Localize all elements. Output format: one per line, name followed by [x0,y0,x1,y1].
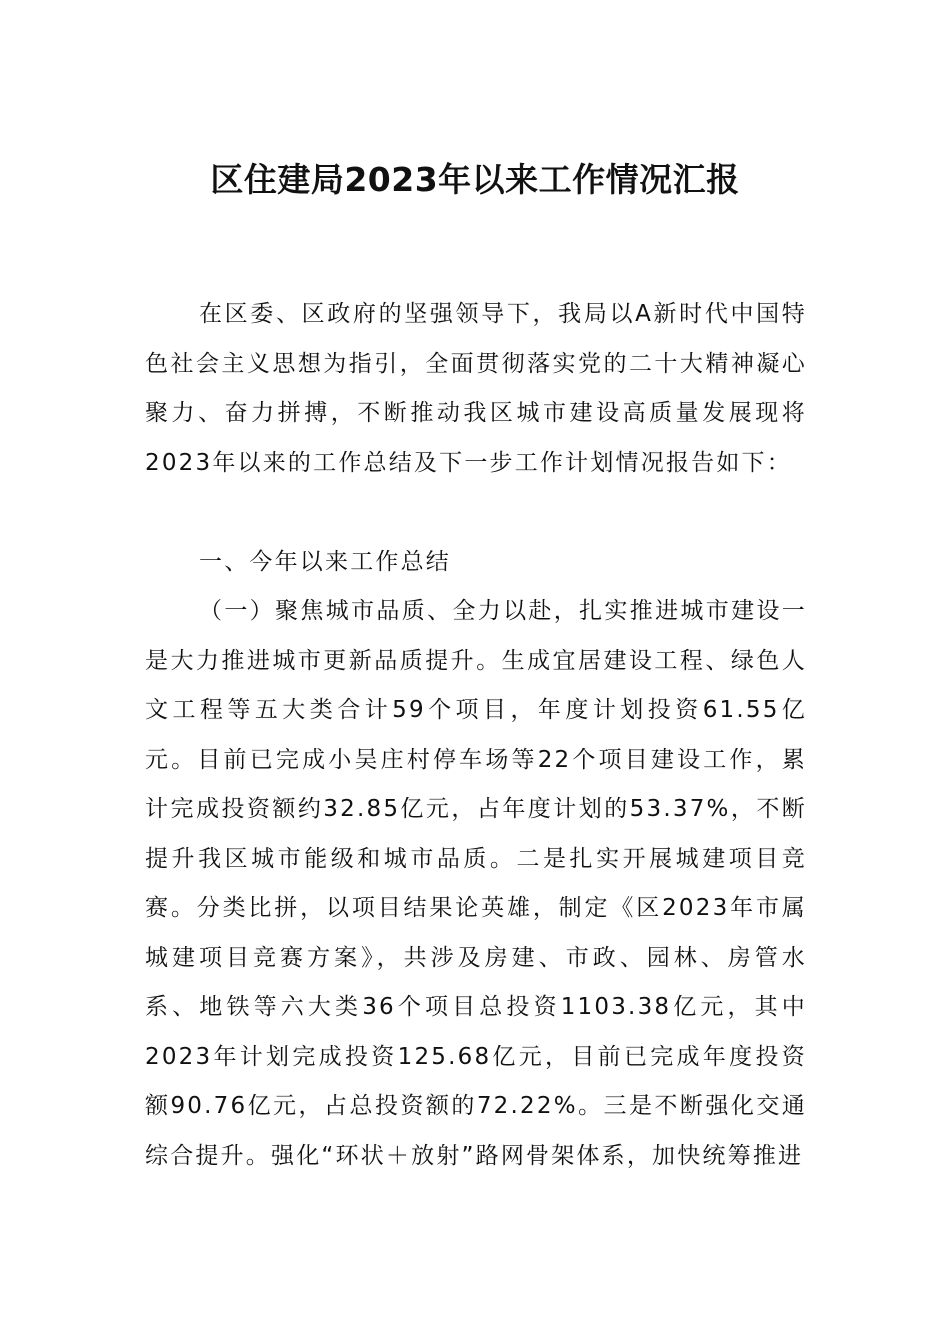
document-title: 区住建局2023年以来工作情况汇报 [210,160,740,199]
section-paragraph: （一）聚焦城市品质、全力以赴，扎实推进城市建设一是大力推进城市更新品质提升。生成宜居建设工程、绿色人文工程等五大类合计59个项目，年度计划投资61.55亿元。目前已完成小吴庄村停车场等22个项目建设工作，累计完成投资额约32.85亿元，占年度计划的53.37%，不断提升我区城市能级和城市品质。二是扎实开展城建项目竞赛。分类比拼，以项目结果论英雄，制定《区2023年市属城建项目竞赛方案》，共涉及房建、市政、园林、房管水系、地铁等六大类36个项目总投资1103.38亿元，其中2023年计划完成投资125.68亿元，目前已完成年度投资额90.76亿元，占总投资额的72.22%。三是不断强化交通综合提升。强化“环状＋放射”路网骨架体系，加快统筹推进 [145,598,807,1169]
section-heading: 一、今年以来工作总结 [199,549,451,575]
intro-paragraph: 在区委、区政府的坚强领导下，我局以A新时代中国特色社会主义思想为指引，全面贯彻落实党的二十大精神凝心聚力、奋力拼搏，不断推动我区城市建设高质量发展现将2023年以来的工作总结及下一步工作计划情况报告如下： [145,301,807,476]
